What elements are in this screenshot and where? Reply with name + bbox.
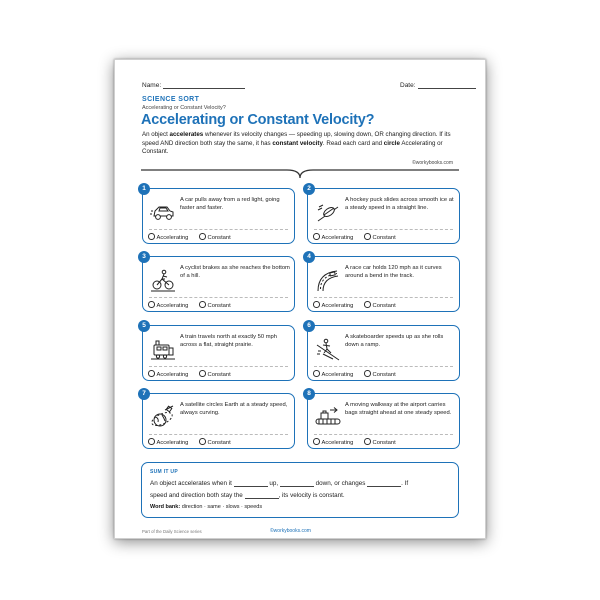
card-divider: [314, 229, 453, 230]
sort-card-4: [307, 253, 460, 312]
name-label: Name:: [142, 82, 162, 89]
word-bank: Word bank: direction · same · slows · speeds: [150, 504, 263, 510]
radio-circle[interactable]: [313, 301, 320, 308]
sort-card-8: [307, 390, 460, 449]
card-text: A cyclist brakes as she reaches the bottom of a hill.: [180, 265, 290, 279]
option-accelerating[interactable]: Accelerating: [313, 303, 353, 309]
option-accelerating[interactable]: Accelerating: [148, 440, 188, 446]
intro-paragraph: An object accelerates whenever its velocity changes — speeding up, slowing down, OR changing direction. If its speed AND direction both stay the same, it has constant velocity. Read each card and circle Accelerating or Constant.: [142, 131, 451, 156]
radio-circle[interactable]: [199, 370, 206, 377]
card-number: 8: [303, 388, 315, 400]
sort-card-3: [142, 253, 295, 312]
name-line: [163, 82, 245, 89]
sort-card-1: [142, 185, 295, 244]
card-options: [313, 301, 396, 309]
sum-it-up-box: [141, 462, 459, 518]
sort-card-7: [142, 390, 295, 449]
option-accelerating[interactable]: Accelerating: [313, 235, 353, 241]
card-text: A satellite circles Earth at a steady speed, always curving.: [180, 402, 288, 416]
answer-blank[interactable]: [280, 480, 314, 487]
card-number: 2: [303, 183, 315, 195]
option-constant[interactable]: Constant: [364, 372, 396, 378]
kicker: SCIENCE SORT: [142, 96, 200, 103]
date-label: Date:: [400, 82, 416, 89]
option-constant[interactable]: Constant: [199, 440, 231, 446]
credit: ©workybooks.com: [412, 160, 453, 166]
sort-card-2: [307, 185, 460, 244]
sum-sentence-2: speed and direction both stay the , its velocity is constant.: [150, 492, 345, 499]
radio-circle[interactable]: [313, 370, 320, 377]
card-options: [148, 301, 231, 309]
card-divider: [314, 434, 453, 435]
card-options: [313, 233, 396, 241]
radio-circle[interactable]: [148, 301, 155, 308]
satellite-icon: [150, 404, 176, 430]
radio-circle[interactable]: [199, 233, 206, 240]
footer-series: Part of the Daily Science series: [142, 529, 202, 534]
option-accelerating[interactable]: Accelerating: [313, 372, 353, 378]
option-constant[interactable]: Constant: [199, 235, 231, 241]
answer-blank[interactable]: [234, 480, 268, 487]
radio-circle[interactable]: [364, 438, 371, 445]
section-divider: [139, 167, 461, 181]
answer-blank[interactable]: [245, 492, 279, 499]
option-accelerating[interactable]: Accelerating: [148, 303, 188, 309]
moving-walkway-icon: [315, 404, 341, 430]
card-number: 6: [303, 320, 315, 332]
card-options: [313, 370, 396, 378]
card-options: [148, 438, 231, 446]
option-constant[interactable]: Constant: [364, 303, 396, 309]
card-text: A car pulls away from a red light, going faster and faster.: [180, 197, 280, 211]
sum-title: SUM IT UP: [150, 469, 178, 475]
date-line: [418, 82, 476, 89]
card-number: 1: [138, 183, 150, 195]
card-number: 4: [303, 251, 315, 263]
subtitle: Accelerating or Constant Velocity?: [142, 105, 226, 111]
option-constant[interactable]: Constant: [364, 440, 396, 446]
answer-blank[interactable]: [367, 480, 401, 487]
card-options: [148, 233, 231, 241]
card-text: A moving walkway at the airport carries bags straight ahead at one steady speed.: [345, 402, 452, 416]
option-accelerating[interactable]: Accelerating: [148, 372, 188, 378]
footer-link[interactable]: ©workybooks.com: [270, 528, 311, 534]
card-number: 5: [138, 320, 150, 332]
radio-circle[interactable]: [364, 233, 371, 240]
option-constant[interactable]: Constant: [199, 303, 231, 309]
page-title: Accelerating or Constant Velocity?: [141, 112, 375, 128]
radio-circle[interactable]: [148, 233, 155, 240]
card-text: A skateboarder speeds up as she rolls down a ramp.: [345, 334, 444, 348]
card-options: [313, 438, 396, 446]
sort-card-6: [307, 322, 460, 381]
card-number: 7: [138, 388, 150, 400]
option-constant[interactable]: Constant: [199, 372, 231, 378]
card-text: A race car holds 120 mph as it curves around a bend in the track.: [345, 265, 442, 279]
option-accelerating[interactable]: Accelerating: [148, 235, 188, 241]
radio-circle[interactable]: [199, 301, 206, 308]
option-accelerating[interactable]: Accelerating: [313, 440, 353, 446]
date-field[interactable]: [400, 82, 476, 89]
radio-circle[interactable]: [313, 438, 320, 445]
card-options: [148, 370, 231, 378]
cyclist-icon: [150, 267, 176, 293]
radio-circle[interactable]: [313, 233, 320, 240]
worksheet-page: [114, 59, 486, 539]
card-divider: [314, 366, 453, 367]
card-text: A hockey puck slides across smooth ice at a steady speed in a straight line.: [345, 197, 454, 211]
radio-circle[interactable]: [148, 438, 155, 445]
radio-circle[interactable]: [364, 301, 371, 308]
hockey-puck-icon: [315, 199, 341, 225]
radio-circle[interactable]: [364, 370, 371, 377]
race-track-icon: [315, 267, 341, 293]
radio-circle[interactable]: [199, 438, 206, 445]
card-number: 3: [138, 251, 150, 263]
skateboarder-icon: [315, 336, 341, 362]
card-divider: [149, 297, 288, 298]
card-divider: [314, 297, 453, 298]
radio-circle[interactable]: [148, 370, 155, 377]
card-text: A train travels north at exactly 50 mph across a flat, straight prairie.: [180, 334, 277, 348]
train-icon: [150, 336, 176, 362]
option-constant[interactable]: Constant: [364, 235, 396, 241]
name-field[interactable]: [142, 82, 245, 89]
card-divider: [149, 229, 288, 230]
car-icon: [150, 199, 176, 225]
card-divider: [149, 366, 288, 367]
card-divider: [149, 434, 288, 435]
sum-sentence-1: An object accelerates when it up, down, or changes . If: [150, 480, 409, 487]
sort-card-5: [142, 322, 295, 381]
